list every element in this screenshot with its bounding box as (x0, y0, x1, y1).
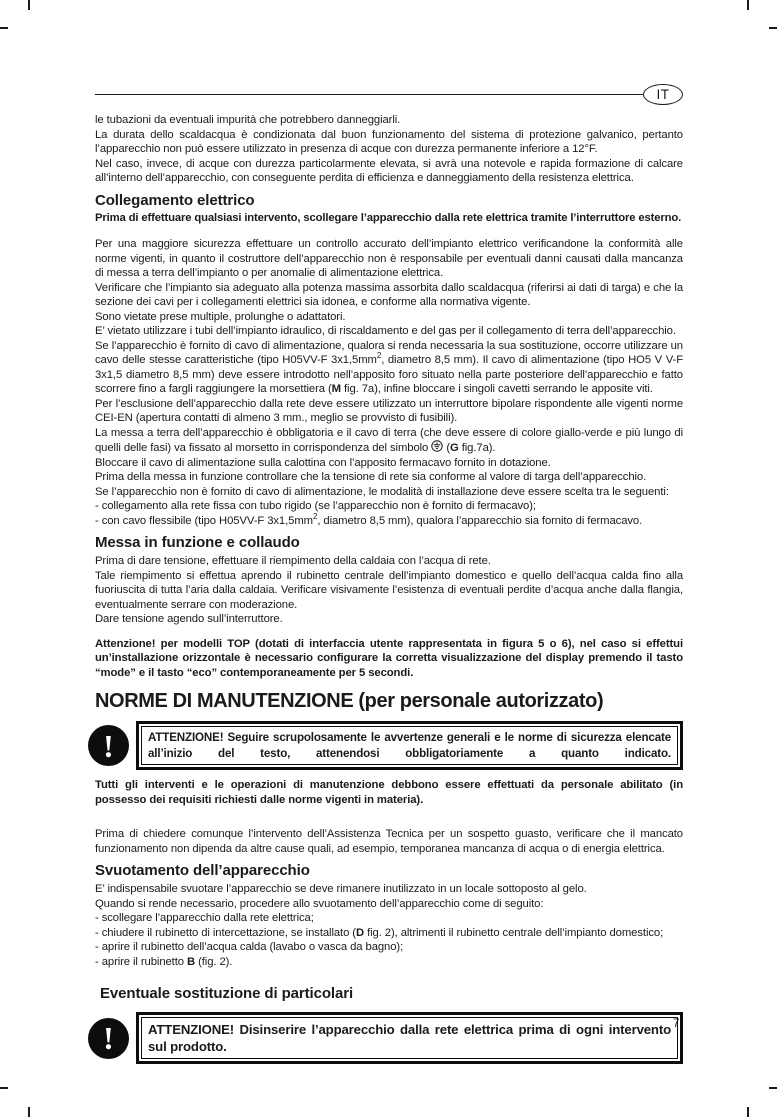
crop-mark-top-left-vertical (28, 0, 30, 10)
heading-svuotamento: Svuotamento dell’apparecchio (95, 862, 310, 880)
page-content (95, 84, 683, 1072)
text-line: - aprire il rubinetto dell’acqua calda (lavabo o vasca da bagno); (95, 941, 404, 954)
prima-di-chiedere-paragraph: Prima di chiedere comunque l’intervento dell’Assistenza Tecnica per un sospetto guasto, verificare che il mancato funzionamento non dipenda da altre cause quali, ad esempio, temporanea mancanza di acqua o di energia elettrica. (95, 828, 683, 855)
page-header (95, 84, 683, 105)
text-line: Per una maggiore sicurezza effettuare un controllo accurato dell’impianto elettrico verificandone la conformità alle norme vigenti, in quanto il costruttore dell’apparecchio non è responsabile per eventuali danni causati dalla mancanza di messa a terra dell’impianto o per anomalie di alimentazione elettrica. (95, 238, 683, 280)
text-line: Se l’apparecchio non è fornito di cavo di alimentazione, le modalità di installazione deve essere scelta tra le seguenti: (95, 485, 669, 498)
text-line: - scollegare l’apparecchio dalla rete elettrica; (95, 912, 314, 925)
messa-body-paragraph (95, 554, 683, 627)
exclamation-icon: ! (88, 1018, 129, 1059)
crop-mark-top-right-horizontal (769, 27, 777, 29)
warning-banner-1 (95, 721, 683, 770)
text-line: - con cavo flessibile (tipo H05VV-F $3x1,5mm^2$, diametro 8,5 mm), qualora l’apparecchio sia fornito di fermacavo. (95, 512, 643, 527)
warning-box-1 (136, 721, 683, 770)
page-number: 7 (673, 1018, 680, 1030)
text-line: Nel caso, invece, di acque con durezza particolarmente elevata, si avrà una notevole e rapida formazione di calcare all’interno dell’apparecchio, con conseguente perdita di efficienza e danneggiamento della resistenza elettrica. (95, 157, 683, 184)
text-line: E’ vietato utilizzare i tubi dell’impianto idraulico, di riscaldamento e del gas per il collegamento di terra dell’apparecchio. (95, 325, 676, 338)
heading-collegamento-elettrico: Collegamento elettrico (95, 191, 255, 209)
ground-symbol-icon (431, 440, 443, 452)
tutti-interventi-paragraph: Tutti gli interventi e le operazioni di manutenzione debbono essere effettuati da personale abilitato (in possesso dei requisiti richiesti dalle norme vigenti in materia). (95, 779, 683, 806)
crop-mark-top-left-horizontal (0, 27, 8, 29)
text-line: Dare tensione agendo sull’interruttore. (95, 613, 283, 626)
collegamento-body-paragraph (95, 237, 683, 528)
exclamation-icon: ! (88, 725, 129, 766)
text-line: le tubazioni da eventuali impurità che potrebbero danneggiarli. (95, 114, 401, 126)
language-badge-label: IT (656, 87, 670, 102)
text-line: E’ indispensabile svuotare l’apparecchio se deve rimanere inutilizzato in un locale sottoposto al gelo. (95, 883, 587, 896)
collegamento-warning-line: Prima di effettuare qualsiasi intervento, scollegare l’apparecchio dalla rete elettrica tramite l’interruttore esterno. (95, 211, 682, 224)
text-line: Verificare che l’impianto sia adeguato alla potenza massima assorbita dallo scaldacqua (riferirsi ai dati di targa) e che la sezione dei cavi per i collegamenti elettrici sia idonea, e conforme alla normativa vigente. (95, 281, 683, 309)
text-line: Se l’apparecchio è fornito di cavo di alimentazione, qualora si renda necessaria la sua sostituzione, occorre utilizzare un cavo delle stesse caratteristiche (tipo H05VV-F $3x1,5mm^2$, diametro 8,5 mm). Il cavo di alimentazione (tipo HO5 V V-F 3x1,5 diametro 8,5 mm) deve essere introdotto nell’apposito foro situato nella parte posteriore dell’apparecchio e fatto scorrere fino a fargli raggiungere la morsettiera (M fig. 7a), infine bloccare i singoli cavetti serrando le apposite viti. (95, 339, 684, 396)
crop-mark-bottom-left-horizontal (0, 1087, 8, 1089)
text-line: - collegamento alla rete fissa con tubo rigido (se l’apparecchio non è fornito di fermacavo); (95, 500, 536, 513)
text-line: La durata dello scaldacqua è condizionata dal buon funzionamento del sistema di protezione galvanico, pertanto l’apparecchio non può essere utilizzato in presenza di acque con durezza permanente inferiore a 12°F. (95, 128, 683, 155)
heading-norme-manutenzione: NORME DI MANUTENZIONE (per personale autorizzato) (95, 690, 604, 713)
intro-paragraph (95, 113, 683, 186)
crop-mark-bottom-left-vertical (28, 1107, 30, 1117)
svuotamento-body-paragraph (95, 882, 683, 969)
text-line: Bloccare il cavo di alimentazione sulla calottina con l’apposito fermacavo fornito in dotazione. (95, 456, 551, 469)
text-line: Quando si rende necessario, procedere allo svuotamento dell’apparecchio come di seguito: (95, 897, 544, 910)
text-line: La messa a terra dell’apparecchio è obbligatoria e il cavo di terra (che deve essere di colore giallo-verde e più lungo di quelli delle fasi) va fissato al morsetto in corrispondenza del simbolo (G fig.7a). (95, 426, 683, 455)
text-line: Tale riempimento si effettua aprendo il rubinetto centrale dell’impianto domestico e quello dell’acqua calda fino alla fuoriuscita di tutta l’aria dalla caldaia. Verificare visivamente l’esistenza di eventuali perdite d’acqua anche dalla flangia, eventualmente serrare con moderazione. (95, 569, 683, 611)
warning-banner-2 (95, 1012, 683, 1064)
text-line: Prima di dare tensione, effettuare il riempimento della caldaia con l’acqua di rete. (95, 555, 491, 568)
warning-box-2 (136, 1012, 683, 1064)
text-line: Per l’esclusione dell’apparecchio dalla rete deve essere utilizzato un interruttore bipolare rispondente alle vigenti norme CEI-EN (apertura contatti di almeno 3 mm., meglio se provvisto di fusibili). (95, 397, 683, 425)
heading-messa-in-funzione: Messa in funzione e collaudo (95, 534, 300, 552)
text-line: - aprire il rubinetto B (fig. 2). (95, 955, 233, 968)
warning-box-1-text: ATTENZIONE! Seguire scrupolosamente le avvertenze generali e le norme di sicurezza elencate all’inizio del testo, attenendosi obbligatoriamente a quanto indicato. (141, 726, 678, 765)
crop-mark-top-right-vertical (747, 0, 749, 10)
crop-mark-bottom-right-vertical (747, 1107, 749, 1117)
text-line: Prima della messa in funzione controllare che la tensione di rete sia conforme al valore di targa dell’apparecchio. (95, 471, 647, 484)
warning-box-2-text: ATTENZIONE! Disinserire l’apparecchio dalla rete elettrica prima di ogni intervento sul prodotto. (141, 1017, 678, 1059)
crop-mark-bottom-right-horizontal (769, 1087, 777, 1089)
header-rule (95, 94, 643, 96)
text-line: - chiudere il rubinetto di intercettazione, se installato (D fig. 2), altrimenti il rubinetto centrale dell’impianto domestico; (95, 926, 664, 939)
attenzione-top-paragraph: Attenzione! per modelli TOP (dotati di interfaccia utente rappresentata in figura 5 o 6), nel caso si effettui un’installazione orizzontale è necessario configurare la corretta visualizzazione del display premendo il tasto “mode” e il tasto “eco” contemporaneamente per 5 secondi. (95, 637, 683, 679)
text-line: Sono vietate prese multiple, prolunghe o adattatori. (95, 310, 346, 323)
heading-eventuale-sostituzione: Eventuale sostituzione di particolari (100, 985, 354, 1003)
language-badge (643, 84, 683, 105)
